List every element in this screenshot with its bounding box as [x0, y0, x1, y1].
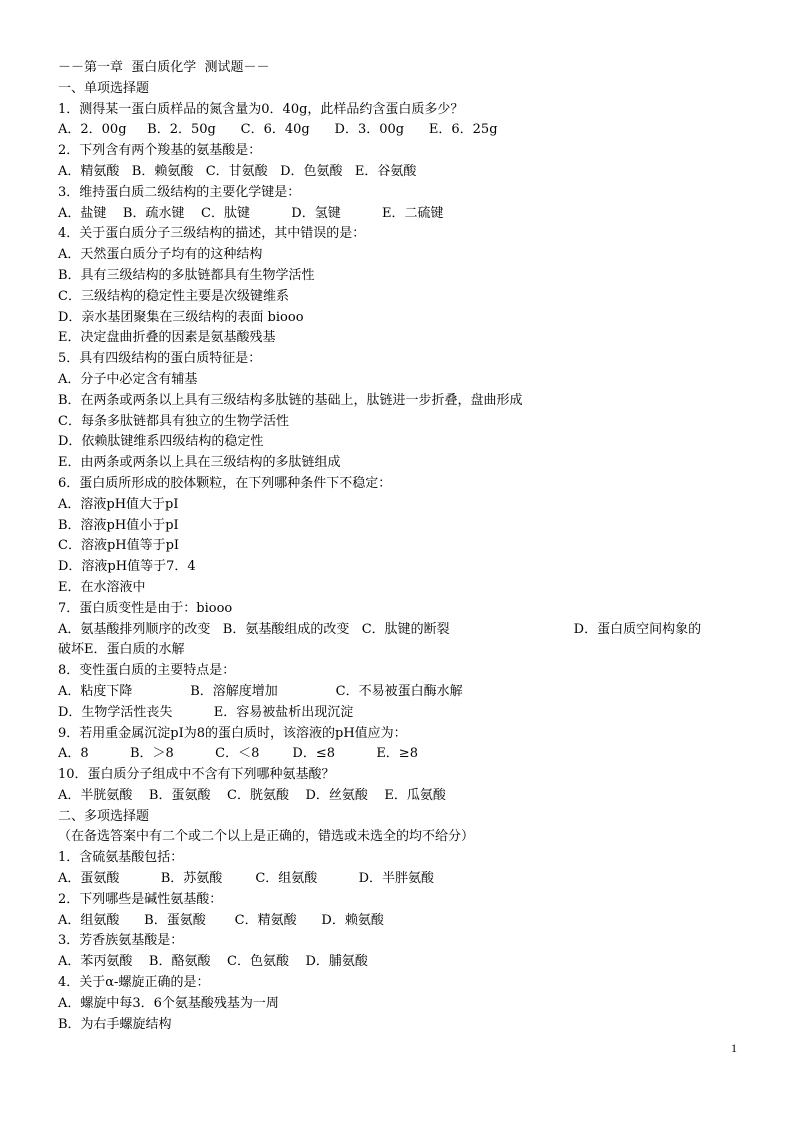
text-line: A．氨基酸排列顺序的改变 B．氨基酸组成的改变 C．肽键的断裂 D．蛋白质空间构象的 [58, 621, 702, 637]
text-line: 一、单项选择题 [58, 80, 150, 96]
text-line: E．在水溶液中 [58, 579, 146, 595]
text-line: 2．下列哪些是碱性氨基酸： [58, 891, 223, 907]
text-line: 3．芳香族氨基酸是： [58, 933, 184, 949]
text-line: 二、多项选择题 [58, 808, 150, 824]
text-line: E．决定盘曲折叠的因素是氨基酸残基 [58, 330, 276, 346]
text-line: E．由两条或两条以上具在三级结构的多肽链组成 [58, 455, 341, 471]
text-line: 10．蛋白质分子组成中不含有下列哪种氨基酸？ [58, 767, 335, 783]
text-line: A．半胱氨酸 B．蛋氨酸 C．胱氨酸 D．丝氨酸 E．瓜氨酸 [58, 787, 446, 803]
text-line: 7．蛋白质变性是由于：biooo [58, 600, 233, 616]
text-line: A．8 B．＞8 C．＜8 D．≤8 E．≥8 [58, 746, 418, 762]
page-number: 1 [731, 1041, 737, 1055]
document-page [58, 58, 748, 1035]
text-line: D．依赖肽键维系四级结构的稳定性 [58, 434, 264, 450]
text-line: A．精氨酸 B．赖氨酸 C．甘氨酸 D．色氨酸 E．谷氨酸 [58, 163, 417, 179]
text-line: D．亲水基团聚集在三级结构的表面 biooo [58, 309, 304, 325]
text-line: A．天然蛋白质分子均有的这种结构 [58, 247, 263, 263]
text-line: A．苯丙氨酸 B．酪氨酸 C．色氨酸 D．脯氨酸 [58, 954, 368, 970]
text-line: 破坏E．蛋白质的水解 [58, 642, 185, 658]
text-line: 1．含硫氨基酸包括： [58, 850, 184, 866]
text-line: 4．关于α-螺旋正确的是： [58, 975, 210, 991]
text-line: D．溶液pH值等于7．4 [58, 559, 196, 575]
text-line: 1．测得某一蛋白质样品的氮含量为0．40g，此样品约含蛋白质多少？ [58, 101, 464, 117]
text-line: D．生物学活性丧失 E．容易被盐析出现沉淀 [58, 704, 354, 720]
text-line: A．组氨酸 B．蛋氨酸 C．精氨酸 D．赖氨酸 [58, 912, 384, 928]
text-line: C．三级结构的稳定性主要是次级键维系 [58, 288, 289, 304]
text-line: A．粘度下降 B．溶解度增加 C．不易被蛋白酶水解 [58, 683, 463, 699]
text-line: 8．变性蛋白质的主要特点是： [58, 663, 236, 679]
text-line: 5．具有四级结构的蛋白质特征是： [58, 351, 262, 367]
text-line: B．溶液pH值小于pI [58, 517, 179, 533]
text-line: C．溶液pH值等于pI [58, 538, 180, 554]
text-line: 6．蛋白质所形成的胶体颗粒，在下列哪种条件下不稳定： [58, 475, 392, 491]
text-line: 9．若用重金属沉淀pI为8的蛋白质时，该溶液的pH值应为： [58, 725, 407, 741]
document-body [58, 79, 748, 1036]
text-line: C．每条多肽链都具有独立的生物学活性 [58, 413, 289, 429]
text-line: B．在两条或两条以上具有三级结构多肽链的基础上，肽链进一步折叠，盘曲形成 [58, 392, 523, 408]
text-line: 3．维持蛋白质二级结构的主要化学键是： [58, 184, 301, 200]
text-line: A．分子中必定含有辅基 [58, 371, 198, 387]
text-line: B．为右手螺旋结构 [58, 1016, 172, 1032]
text-line: A．溶液pH值大于pI [58, 496, 179, 512]
text-line: A．蛋氨酸 B．苏氨酸 C．组氨酸 D．半胖氨酸 [58, 871, 435, 887]
text-line: B．具有三级结构的多肽链都具有生物学活性 [58, 267, 315, 283]
text-line: A．盐键 B．疏水键 C．肽键 D．氢键 E．二硫键 [58, 205, 444, 221]
text-line: A．2．00g B．2．50g C．6．40g D．3．00g E．6．25g [58, 122, 498, 138]
text-line: A．螺旋中每3．6个氨基酸残基为一周 [58, 995, 279, 1011]
text-line: （在备选答案中有二个或二个以上是正确的，错选或未选全的均不给分） [58, 829, 475, 845]
text-line: 4．关于蛋白质分子三级结构的描述，其中错误的是： [58, 226, 366, 242]
text-line: 2．下列含有两个羧基的氨基酸是： [58, 143, 262, 159]
document-title: －－第一章 蛋白质化学 测试题－－ [58, 60, 270, 75]
